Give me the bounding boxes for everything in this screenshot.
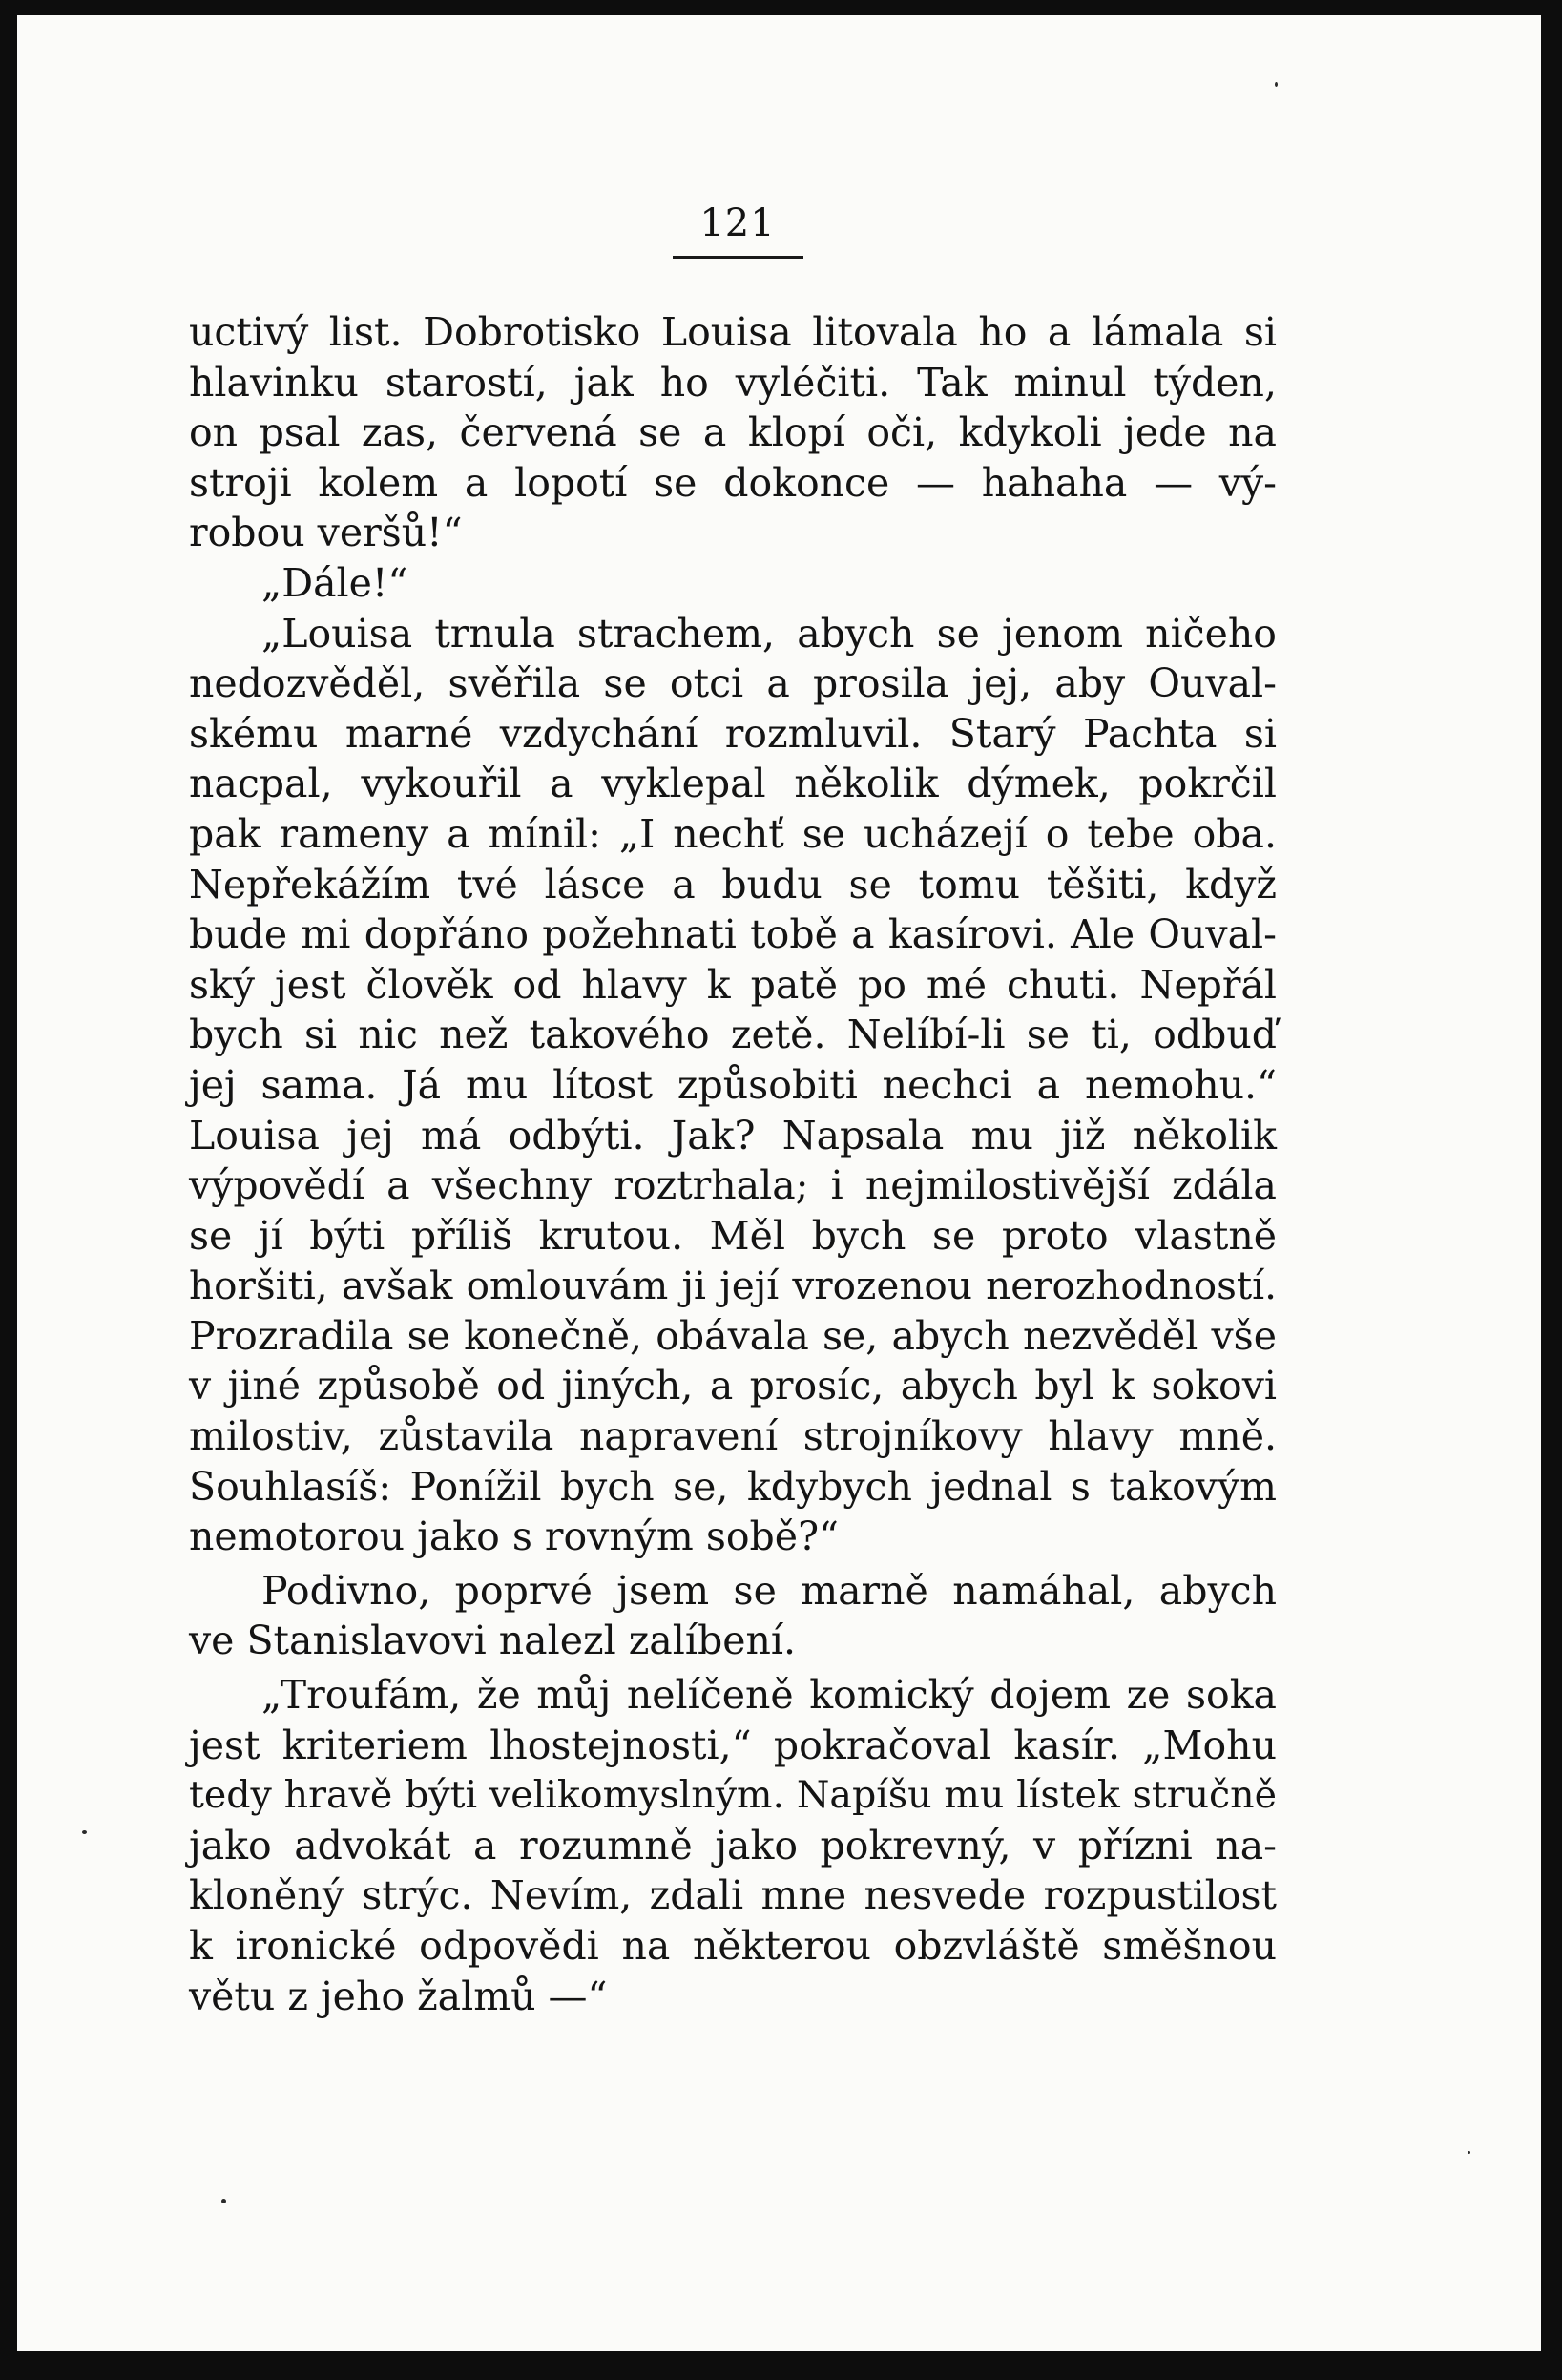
- text-line: Prozradila se konečně, obávala se, abych nezvěděl vše: [189, 1312, 1277, 1359]
- text-line: kloněný strýc. Nevím, zdali mne nesvede rozpustilost: [189, 1872, 1277, 1919]
- text-line: hlavinku starostí, jak ho vyléčiti. Tak minul týden,: [189, 359, 1277, 406]
- text-line: horšiti, avšak omlouvám ji její vrozenou nerozhodností.: [189, 1263, 1277, 1309]
- text-line: „Troufám, že můj nelíčeně komický dojem ze soka: [261, 1672, 1277, 1719]
- text-line: jest kriteriem lhostejnosti,“ pokračoval kasír. „Mohu: [189, 1722, 1277, 1768]
- body-text: [189, 307, 1277, 2021]
- text-line: ve Stanislavovi nalezl zalíbení.: [189, 1618, 797, 1664]
- text-line: nacpal, vykouřil a vyklepal několik dýmek, pokrčil: [189, 761, 1277, 807]
- text-line: nemotorou jako s rovným sobě?“: [189, 1514, 840, 1560]
- text-line: Podivno, poprvé jsem se marně namáhal, abych: [261, 1567, 1277, 1614]
- paper-speck: [221, 2199, 226, 2203]
- text-line: Nepřekážím tvé lásce a budu se tomu těšiti, když: [189, 861, 1277, 908]
- page-number-rule: [673, 256, 803, 259]
- text-line: Louisa jej má odbýti. Jak? Napsala mu již několik: [189, 1112, 1277, 1159]
- text-line: robou veršů!“: [189, 510, 463, 556]
- text-line: ský jest člověk od hlavy k patě po mé chuti. Nepřál: [189, 961, 1277, 1008]
- text-line: výpovědí a všechny roztrhala; i nejmilostivější zdála: [189, 1162, 1277, 1209]
- text-line: se jí býti příliš krutou. Měl bych se proto vlastně: [189, 1212, 1277, 1259]
- text-line: skému marné vzdychání rozmluvil. Starý Pachta si: [189, 710, 1277, 757]
- paper-speck: [82, 1830, 87, 1834]
- text-line: bude mi dopřáno požehnati tobě a kasírovi. Ale Ouval-: [189, 911, 1277, 958]
- text-line: on psal zas, červená se a klopí oči, kdykoli jede na: [189, 409, 1277, 456]
- text-line: milostiv, zůstavila napravení strojníkovy hlavy mně.: [189, 1413, 1277, 1460]
- text-line: Souhlasíš: Ponížil bych se, kdybych jednal s takovým: [189, 1463, 1277, 1510]
- paper-speck: [1275, 82, 1278, 87]
- text-line: jako advokát a rozumně jako pokrevný, v přízni na-: [189, 1822, 1277, 1869]
- text-line: větu z jeho žalmů —“: [189, 1973, 608, 2019]
- text-line: nedozvěděl, svěřila se otci a prosila jej, aby Ouval-: [189, 660, 1277, 707]
- text-line: uctivý list. Dobrotisko Louisa litovala ho a lámala si: [189, 309, 1277, 355]
- page-number: 121: [699, 201, 776, 245]
- text-line: k ironické odpovědi na některou obzvláště směšnou: [189, 1923, 1277, 1969]
- text-line: „Louisa trnula strachem, abych se jenom ničeho: [261, 610, 1277, 657]
- paper-speck: [1468, 2151, 1470, 2154]
- text-line: tedy hravě býti velikomyslným. Napíšu mu lístek stručně: [189, 1773, 1277, 1818]
- text-line: „Dále!“: [261, 559, 408, 606]
- text-line: v jiné způsobě od jiných, a prosíc, abych byl k sokovi: [189, 1363, 1277, 1409]
- text-line: stroji kolem a lopotí se dokonce — hahaha — vý-: [189, 459, 1277, 506]
- text-line: jej sama. Já mu lítost způsobiti nechci a nemohu.“: [189, 1061, 1277, 1108]
- text-line: bych si nic než takového zetě. Nelíbí-li se ti, odbuď: [189, 1012, 1277, 1058]
- text-line: pak rameny a mínil: „I nechť se ucházejí o tebe oba.: [189, 810, 1277, 857]
